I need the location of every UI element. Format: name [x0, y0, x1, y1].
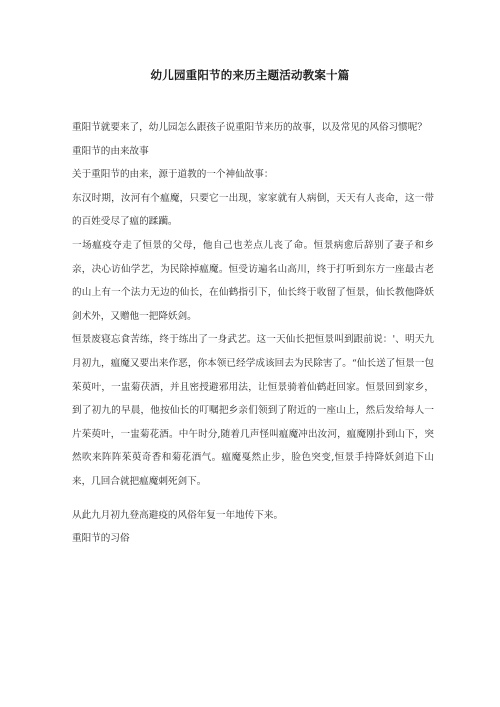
paragraph-origin-lead: 关于重阳节的由来，源于道教的一个神仙故事： [72, 169, 274, 181]
section-heading-customs: 重阳节的习俗 [72, 533, 130, 545]
section-heading-origin-story: 重阳节的由来故事 [72, 145, 149, 157]
document-body [72, 116, 434, 551]
paragraph-hengjing-journey: 一场瘟疫夺走了恒景的父母，他自己也差点儿丧了命。恒景病愈后辞别了妻子和乡亲，决心访仙学艺，为民除掉瘟魔。恒受访遍名山高川，终于打听到东方一座最古老的山上有一个法力无边的仙长，在仙鹤指引下，仙长终于收留了恒景，仙长教他降妖剑术外，又赠他一把降妖剑。 [72, 239, 434, 322]
document-title: 幼儿园重阳节的来历主题活动教案十篇 [150, 68, 350, 82]
paragraph-custom-passed-down: 从此九月初九登高避疫的风俗年复一年地传下来。 [72, 509, 284, 521]
paragraph-intro: 重阳节就要来了，幼儿园怎么跟孩子说重阳节来历的故事，以及常见的风俗习惯呢？ [72, 122, 427, 133]
paragraph-hengjing-defeats-demon: 恒景废寝忘食苦练，终于练出了一身武艺。这一天仙长把恒景叫到跟前说：'、明天九月初九，瘟魔又要出来作恶，你本领已经学成该回去为民除害了。“仙长送了恒景一包茱萸叶，一盅菊茯酒，并且密授避邪用法，让恒景骑着仙鹤赶回家。恒景回到家乡，到了初九的早晨，他按仙长的叮嘱把乡亲们领到了附近的一座山上，然后发给每人一片茱萸叶，一盅菊花酒。中午时分,随着几声怪叫瘟魔冲出汝河，瘟魔刚扑到山下，突然吹来阵阵茱萸奇香和菊花酒气。瘟魔戛然止步，脸色突变,恒景手持降妖剑追下山来，几回合就把瘟魔刺死剑下。 [72, 334, 434, 487]
paragraph-eastern-han: 东汉时期，汝河有个瘟魔，只要它一出现，家家就有人病倒，天天有人丧命，这一带的百姓受尽了瘟的蹂躏。 [72, 192, 434, 228]
